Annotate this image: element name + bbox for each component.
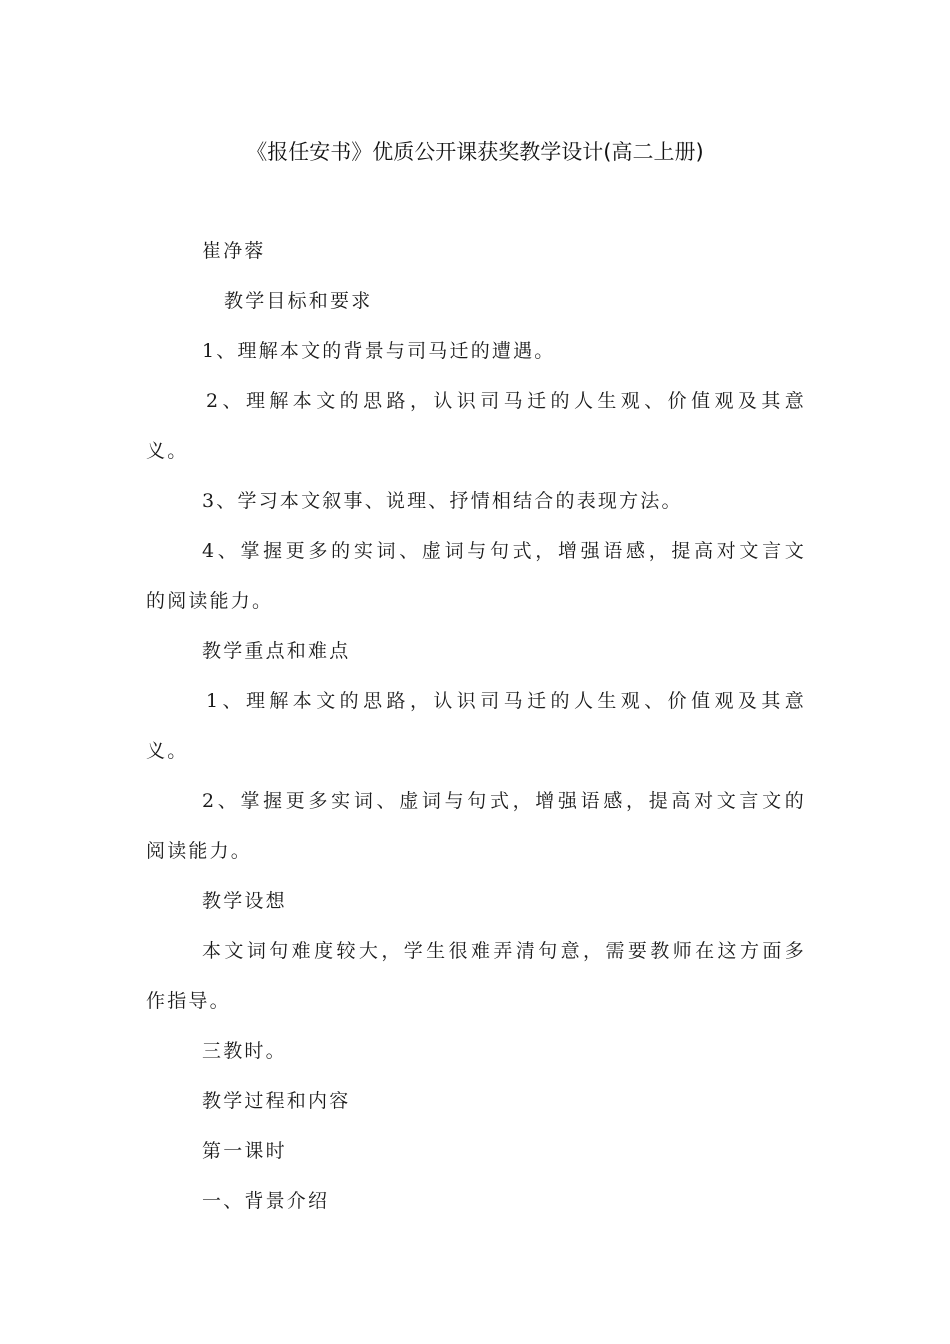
key-point-item-2: 2、掌握更多实词、虚词与句式，增强语感，提高对文言文的 bbox=[202, 790, 806, 812]
section-heading-design: 教学设想 bbox=[202, 890, 287, 912]
author-name: 崔净蓉 bbox=[202, 240, 266, 262]
objective-item-2: 2、理解本文的思路，认识司马迁的人生观、价值观及其意 bbox=[206, 390, 806, 412]
design-paragraph-continued: 作指导。 bbox=[146, 990, 231, 1012]
objective-item-2-continued: 义。 bbox=[146, 440, 189, 462]
design-paragraph: 本文词句难度较大，学生很难弄清句意，需要教师在这方面多 bbox=[202, 940, 806, 962]
objective-item-4: 4、掌握更多的实词、虚词与句式，增强语感，提高对文言文 bbox=[202, 540, 806, 562]
objective-item-1: 1、理解本文的背景与司马迁的遭遇。 bbox=[202, 340, 556, 362]
subsection-heading-background: 一、背景介绍 bbox=[202, 1190, 330, 1212]
section-heading-objectives: 教学目标和要求 bbox=[224, 290, 373, 312]
section-heading-key-points: 教学重点和难点 bbox=[202, 640, 351, 662]
lesson-count: 三教时。 bbox=[202, 1040, 287, 1062]
key-point-item-1: 1、理解本文的思路，认识司马迁的人生观、价值观及其意 bbox=[206, 690, 806, 712]
section-heading-process: 教学过程和内容 bbox=[202, 1090, 351, 1112]
objective-item-3: 3、学习本文叙事、说理、抒情相结合的表现方法。 bbox=[202, 490, 683, 512]
objective-item-4-continued: 的阅读能力。 bbox=[146, 590, 274, 612]
key-point-item-2-continued: 阅读能力。 bbox=[146, 840, 253, 862]
lesson-heading-first: 第一课时 bbox=[202, 1140, 287, 1162]
document-title: 《报任安书》优质公开课获奖教学设计(高二上册) bbox=[246, 140, 704, 164]
key-point-item-1-continued: 义。 bbox=[146, 740, 189, 762]
